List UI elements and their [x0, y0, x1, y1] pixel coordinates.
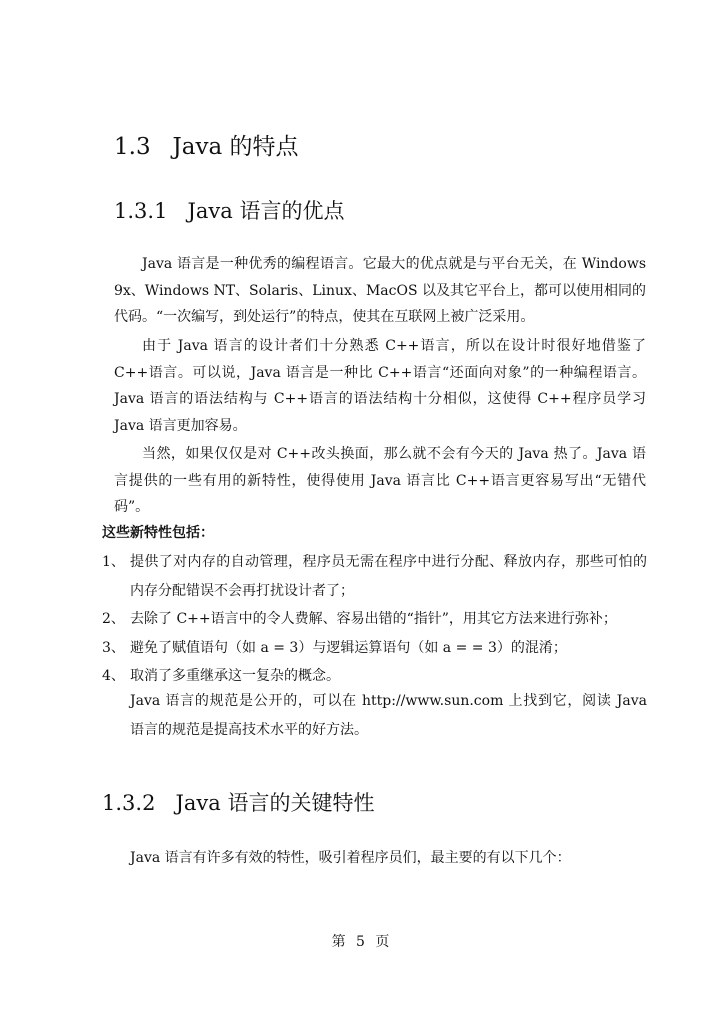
- paragraph-platform: Java 语言是一种优秀的编程语言。它最大的优点就是与平台无关，在 Windows 9x、Windows NT、Solaris、Linux、MacOS 以及其它平台上，都可以使用相同的代码。“一次编写，到处运行”的特点，使其在互联网上被广泛采用。: [114, 256, 646, 325]
- list-item: [102, 634, 647, 663]
- subsection-number: 1.3.2: [102, 791, 156, 815]
- section-number: 1.3: [114, 134, 151, 160]
- list-item-text: 取消了多重继承这一复杂的概念。: [130, 668, 340, 684]
- features-heading: 这些新特性包括：: [102, 525, 214, 541]
- section-heading: [114, 128, 298, 166]
- subsection-title: Java 语言的优点: [187, 199, 345, 223]
- subsection-heading-2: [102, 785, 374, 821]
- list-item: [102, 548, 647, 605]
- paragraph-new-features: 当然，如果仅仅是对 C++改头换面，那么就不会有今天的 Java 热了。Java 语言提供的一些有用的新特性，使得使用 Java 语言比 C++语言更容易写出“无错代码”。: [114, 446, 646, 515]
- list-item-number: 1、: [102, 554, 125, 570]
- paragraph-key-features-intro: Java 语言有许多有效的特性，吸引着程序员们，最主要的有以下几个：: [130, 850, 571, 866]
- subsection-heading-1: [114, 193, 344, 229]
- features-list: [102, 548, 647, 691]
- page-number: 第 5 页: [331, 934, 390, 950]
- list-item-text: 去除了 C++语言中的令人费解、容易出错的“指针”，用其它方法来进行弥补；: [130, 611, 617, 627]
- specification-note: Java 语言的规范是公开的，可以在 http://www.sun.com 上找到它，阅读 Java 语言的规范是提高技术水平的好方法。: [130, 693, 647, 738]
- list-item-text: 提供了对内存的自动管理，程序员无需在程序中进行分配、释放内存，那些可怕的内存分配错误不会再打扰设计者了；: [130, 554, 647, 599]
- subsection-number: 1.3.1: [114, 199, 168, 223]
- list-item-text: 避免了赋值语句（如 a = 3）与逻辑运算语句（如 a = = 3）的混淆；: [130, 639, 567, 656]
- list-item-number: 3、: [102, 639, 125, 656]
- section-title: Java 的特点: [172, 134, 299, 160]
- subsection-title: Java 语言的关键特性: [175, 791, 375, 815]
- paragraph-cpp-design: 由于 Java 语言的设计者们十分熟悉 C++语言，所以在设计时很好地借鉴了 C++语言。可以说，Java 语言是一种比 C++语言“还面向对象”的一种编程语言。Java 语言的语法结构与 C++语言的语法结构十分相似，这使得 C++程序员学习 Java 语言更加容易。: [114, 338, 646, 434]
- list-item-number: 4、: [102, 668, 125, 684]
- list-item: [102, 605, 647, 634]
- list-item-number: 2、: [102, 611, 125, 627]
